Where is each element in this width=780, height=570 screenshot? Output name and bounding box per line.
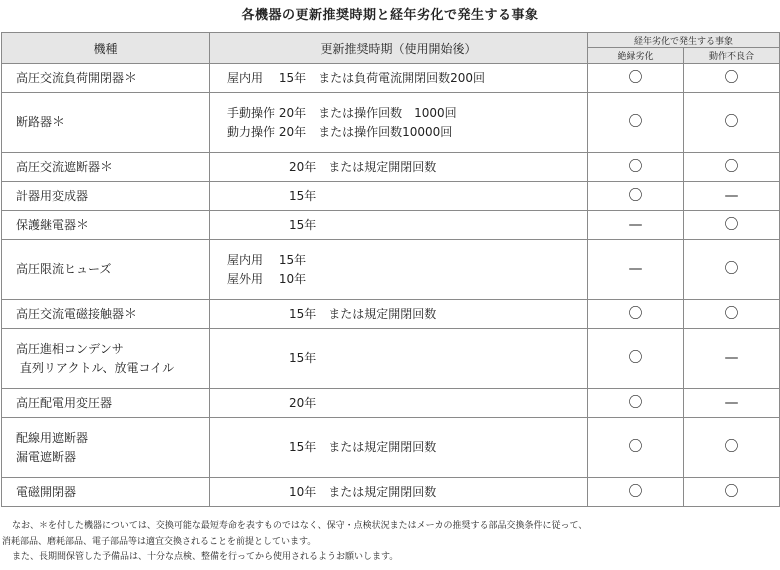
replacement-period: 15年 xyxy=(289,188,317,203)
device-name-cell xyxy=(2,478,210,507)
device-name-cell xyxy=(2,418,210,478)
insulation-mark: 〇 xyxy=(588,478,684,507)
replacement-period-cell xyxy=(210,300,588,329)
replacement-period-cell xyxy=(210,418,588,478)
device-name-cell xyxy=(2,300,210,329)
device-name-cell xyxy=(2,240,210,300)
table-row xyxy=(2,300,780,329)
device-name: 高圧交流負荷開閉器 xyxy=(16,70,125,85)
device-name: 断路器 xyxy=(16,115,53,129)
replacement-period-cell xyxy=(210,329,588,389)
insulation-mark: 〇 xyxy=(588,418,684,478)
device-name: 高圧配電用変圧器 xyxy=(16,395,113,410)
device-name: 保護継電器 xyxy=(16,217,77,232)
malfunction-mark: 〇 xyxy=(684,240,780,300)
replacement-period-cell xyxy=(210,93,588,153)
asterisk-mark: ＊ xyxy=(52,115,66,130)
insulation-mark: — xyxy=(588,240,684,300)
insulation-mark: 〇 xyxy=(588,153,684,182)
replacement-period-cell xyxy=(210,240,588,300)
replacement-period: 10年 または規定開閉回数 xyxy=(289,484,437,499)
header-malfunction: 動作不良合 xyxy=(684,48,780,64)
device-name: 高圧限流ヒューズ xyxy=(16,262,112,276)
device-name: 高圧交流電磁接触器 xyxy=(16,306,125,321)
table-row xyxy=(2,64,780,93)
replacement-period: 屋内用 15年 または負荷電流開閉回数200回 xyxy=(227,70,485,85)
asterisk-mark: ＊ xyxy=(76,217,90,233)
insulation-mark: 〇 xyxy=(588,300,684,329)
asterisk-mark: ＊ xyxy=(124,70,138,86)
insulation-mark: 〇 xyxy=(588,64,684,93)
insulation-mark: 〇 xyxy=(588,93,684,153)
replacement-period: 20年 または規定開閉回数 xyxy=(289,159,437,174)
device-name-cell xyxy=(2,329,210,389)
footnotes xyxy=(2,519,778,566)
table-row xyxy=(2,211,780,240)
device-name: 計器用変成器 xyxy=(16,188,89,203)
device-name-cell xyxy=(2,153,210,182)
malfunction-mark: 〇 xyxy=(684,418,780,478)
table-row xyxy=(2,478,780,507)
table-row xyxy=(2,329,780,389)
footnote-line: また、長期間保管した予備品は、十分な点検、整備を行ってから使用されるようお願いします。 xyxy=(12,552,399,562)
replacement-period: 屋内用 15年 xyxy=(227,252,307,267)
replacement-period-cell xyxy=(210,478,588,507)
device-name-cell xyxy=(2,182,210,211)
replacement-period-cell xyxy=(210,64,588,93)
asterisk-mark: ＊ xyxy=(124,306,138,322)
header-device: 機種 xyxy=(2,33,210,64)
malfunction-mark: 〇 xyxy=(684,64,780,93)
replacement-period: 動力操作 20年 または操作回数10000回 xyxy=(227,124,453,139)
device-name-cell xyxy=(2,64,210,93)
equipment-table xyxy=(1,32,780,507)
insulation-mark: 〇 xyxy=(588,329,684,389)
insulation-mark: 〇 xyxy=(588,389,684,418)
replacement-period: 15年 または規定開閉回数 xyxy=(289,440,437,454)
device-name: 漏電遮断器 xyxy=(16,449,77,464)
table-row xyxy=(2,240,780,300)
replacement-period: 15年 xyxy=(289,351,317,365)
replacement-period-cell xyxy=(210,389,588,418)
malfunction-mark: 〇 xyxy=(684,153,780,182)
table-row xyxy=(2,182,780,211)
malfunction-mark: 〇 xyxy=(684,478,780,507)
header-aging-events: 経年劣化で発生する事象 xyxy=(588,33,780,48)
replacement-period: 15年 xyxy=(289,217,317,232)
device-name-cell xyxy=(2,211,210,240)
asterisk-mark: ＊ xyxy=(100,159,114,175)
replacement-period: 15年 または規定開閉回数 xyxy=(289,306,437,321)
device-name-cell xyxy=(2,93,210,153)
device-name: 直列リアクトル、放電コイル xyxy=(16,360,175,375)
replacement-period: 手動操作 20年 または操作回数 1000回 xyxy=(227,105,457,120)
malfunction-mark: — xyxy=(684,182,780,211)
device-name: 配線用遮断器 xyxy=(16,430,89,445)
malfunction-mark: — xyxy=(684,329,780,389)
replacement-period: 屋外用 10年 xyxy=(227,271,307,286)
replacement-period-cell xyxy=(210,182,588,211)
malfunction-mark: — xyxy=(684,389,780,418)
malfunction-mark: 〇 xyxy=(684,211,780,240)
page-title: 各機器の更新推奨時期と経年劣化で発生する事象 xyxy=(241,8,539,23)
replacement-period-cell xyxy=(210,153,588,182)
footnote-line: なお、＊を付した機器については、交換可能な最短寿命を表すものではなく、保守・点検状況またはメーカの推奨する部品交換条件に従って、 xyxy=(12,521,588,531)
table-row xyxy=(2,389,780,418)
table-row xyxy=(2,93,780,153)
replacement-period: 20年 xyxy=(289,395,317,410)
device-name: 電磁開閉器 xyxy=(16,484,77,499)
insulation-mark: 〇 xyxy=(588,182,684,211)
device-name: 高圧進相コンデンサ xyxy=(16,341,124,356)
table-row xyxy=(2,153,780,182)
malfunction-mark: 〇 xyxy=(684,93,780,153)
footnote-line: 消耗部品、磨耗部品、電子部品等は適宜交換されることを前提としています。 xyxy=(2,536,317,547)
header-insulation: 絶縁劣化 xyxy=(588,48,684,64)
insulation-mark: — xyxy=(588,211,684,240)
table-row xyxy=(2,418,780,478)
header-period: 更新推奨時期（使用開始後） xyxy=(210,33,588,64)
device-name: 高圧交流遮断器 xyxy=(16,159,101,174)
device-name-cell xyxy=(2,389,210,418)
malfunction-mark: 〇 xyxy=(684,300,780,329)
replacement-period-cell xyxy=(210,211,588,240)
